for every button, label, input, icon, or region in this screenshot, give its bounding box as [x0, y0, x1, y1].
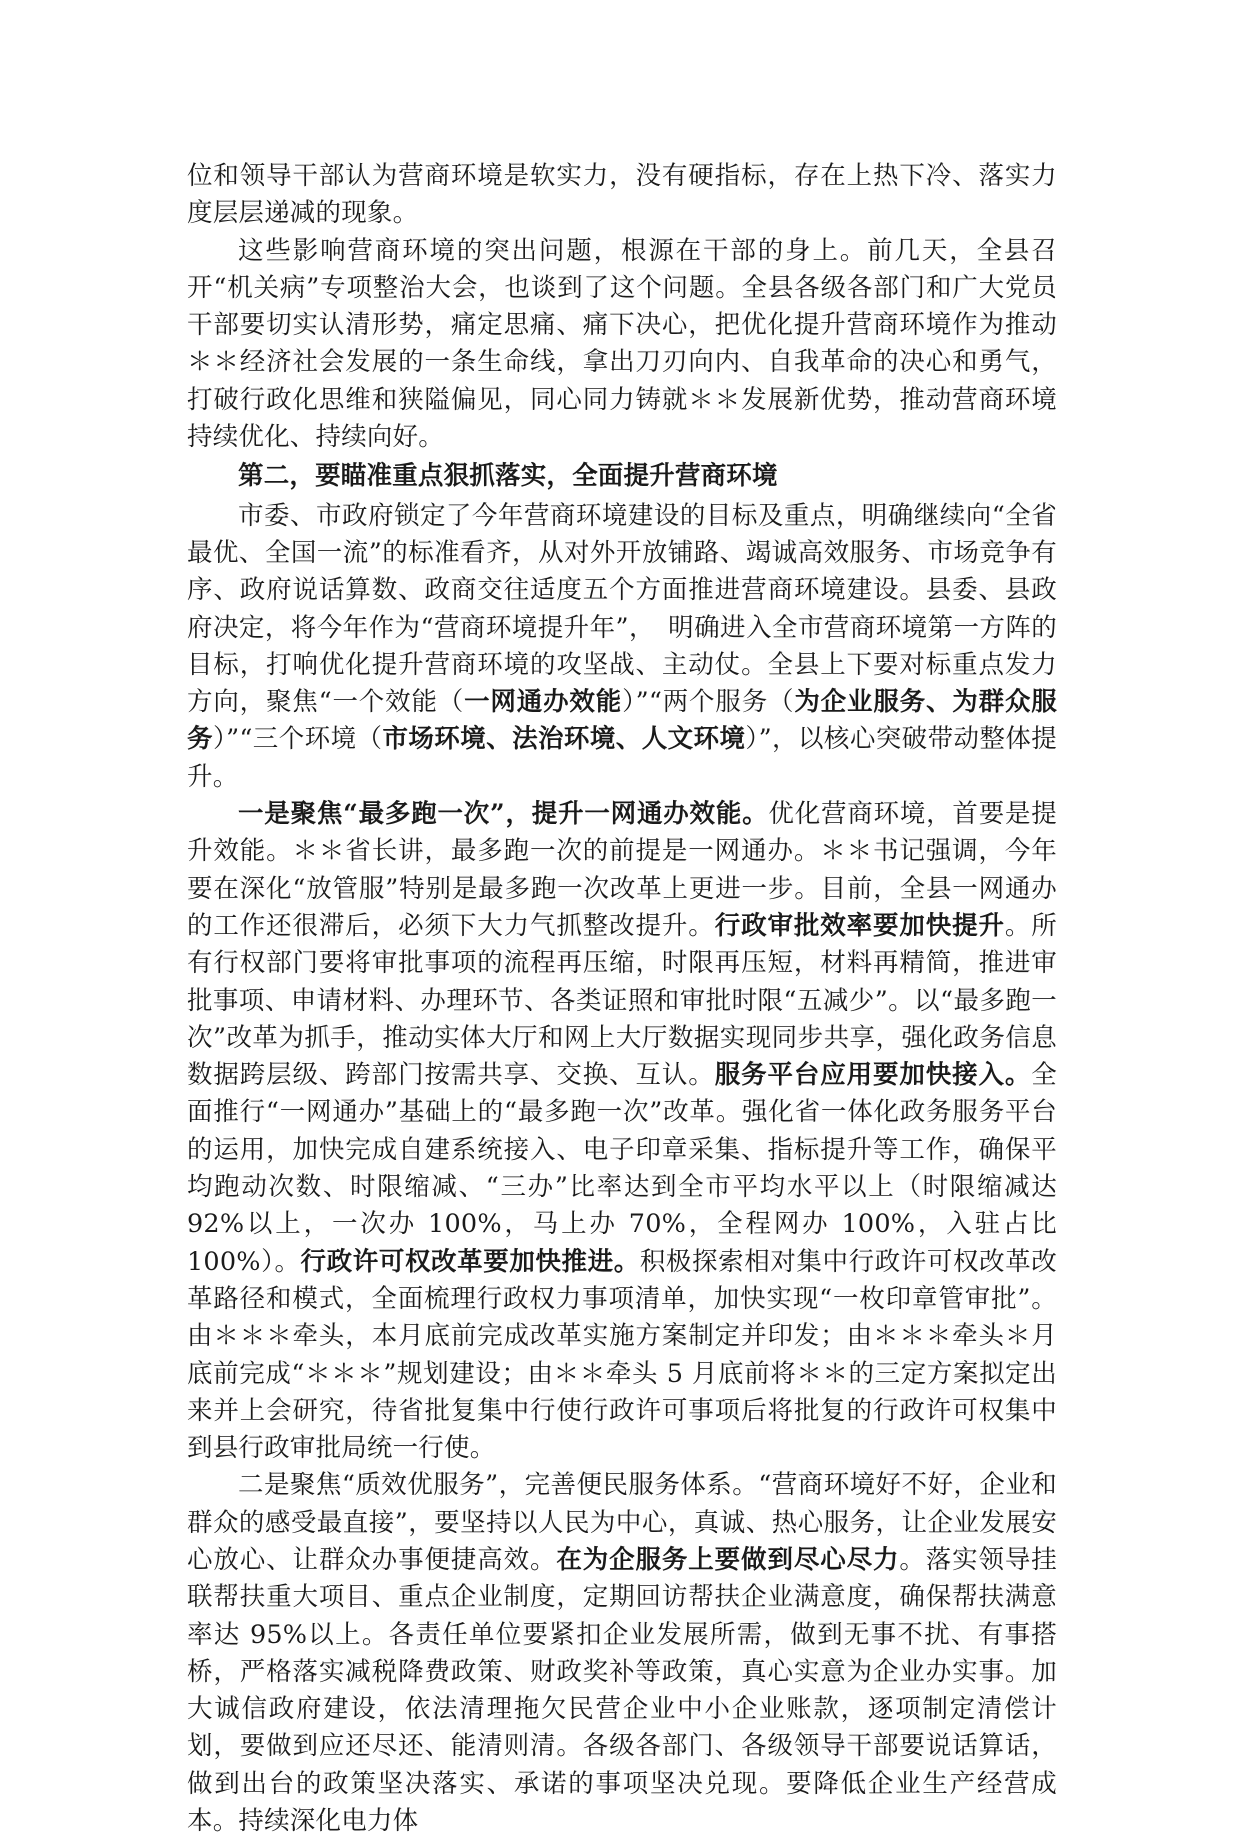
- text-run: 位和领导干部认为营商环境是软实力，没有硬指标，存在上热下冷、落实力度层层递减的现象。: [187, 161, 1057, 229]
- bold-text-run: 行政审批效率要加快提升: [714, 910, 1005, 941]
- text-run: 市委、市政府锁定了今年营商环境建设的目标及重点，明确继续向“全省最优、全国一流”的标准看齐，从对外开放铺路、竭诚高效服务、市场竞争有序、政府说话算数、政商交往适度五个方面推进营商环境建设。县委、县政府决定，将今年作为“营商环境提升年”， 明确进入全市营商环境第一方阵的目标，打响优化提升营商环境的攻坚战、主动仗。全县上下要对标重点发力方向，聚焦“一个效能（: [187, 500, 1057, 718]
- bold-text-run: 在为企服务上要做到尽心尽力: [556, 1544, 900, 1575]
- paragraph-3: [187, 498, 1057, 796]
- paragraph-5: [187, 1467, 1057, 1840]
- paragraph-4: [187, 796, 1057, 1467]
- bold-text-run: 为企业服务、为群众服务: [187, 687, 1057, 755]
- text-run: 这些影响营商环境的突出问题，根源在干部的身上。前几天，全县召开“机关病”专项整治大会，也谈到了这个问题。全县各级各部门和广大党员干部要切实认清形势，痛定思痛、痛下决心，把优化提升营商环境作为推动＊＊经济社会发展的一条生命线，拿出刀刃向内、自我革命的决心和勇气，打破行政化思维和狭隘偏见，同心同力铸就＊＊发展新优势，推动营商环境持续优化、持续向好。: [187, 235, 1057, 453]
- text-run: 。落实领导挂联帮扶重大项目、重点企业制度，定期回访帮扶企业满意度，确保帮扶满意率达 95%以上。各责任单位要紧扣企业发展所需，做到无事不扰、有事搭桥，严格落实减税降费政策、财政奖补等政策，真心实意为企业办实事。加大诚信政府建设，依法清理拖欠民营企业中小企业账款，逐项制定清偿计划，要做到应还尽还、能清则清。各级各部门、各级领导干部要说话算话，做到出台的政策坚决落实、承诺的事项坚决兑现。要降低企业生产经营成本。持续深化电力体: [187, 1544, 1057, 1837]
- bold-text-run: 一网通办效能: [464, 687, 623, 718]
- section-heading: [187, 458, 1057, 495]
- text-run: ）”，以核心突破带动整体提升。: [187, 724, 1057, 792]
- text-run: 优化营商环境，首要是提升效能。＊＊省长讲，最多跑一次的前提是一网通办。＊＊书记强调，今年要在深化“放管服”特别是最多跑一次改革上更进一步。目前，全县一网通办的工作还很滞后，必须下大力气抓整改提升。: [187, 799, 1057, 941]
- heading-text: 第二，要瞄准重点狠抓落实，全面提升营商环境: [238, 461, 778, 492]
- text-run: ）”“三个环境（: [212, 724, 383, 755]
- bold-text-run: 一是聚焦“最多跑一次”，提升一网通办效能。: [238, 799, 769, 830]
- paragraph-1: [187, 158, 1057, 233]
- text-run: 二是聚焦“质效优服务”，完善便民服务体系。“营商环境好不好，企业和群众的感受最直接”，要坚持以人民为中心，真诚、热心服务，让企业发展安心放心、让群众办事便捷高效。: [187, 1470, 1057, 1575]
- text-run: ）”“两个服务（: [622, 687, 795, 718]
- text-run: 积极探索相对集中行政许可权改革改革路径和模式，全面梳理行政权力事项清单，加快实现“一枚印章管审批”。由＊＊＊牵头，本月底前完成改革实施方案制定并印发；由＊＊＊牵头＊月底前完成“＊＊＊”规划建设；由＊＊牵头 5 月底前将＊＊的三定方案拟定出来并上会研究，待省批复集中行使行政许可事项后将批复的行政许可权集中到县行政审批局统一行使。: [187, 1246, 1057, 1464]
- document-page: [187, 158, 1057, 1840]
- bold-text-run: 服务平台应用要加快接入。: [714, 1060, 1032, 1091]
- paragraph-2: [187, 233, 1057, 457]
- bold-text-run: 行政许可权改革要加快推进。: [300, 1246, 640, 1277]
- text-run: 全面推行“一网通办”基础上的“最多跑一次”改革。强化省一体化政务服务平台的运用，加快完成自建系统接入、电子印章采集、指标提升等工作，确保平均跑动次数、时限缩减、“三办”比率达到全市平均水平以上（时限缩减达 92%以上，一次办 100%，马上办 70%，全程网办 100%，入驻占比 100%）。: [187, 1060, 1057, 1277]
- bold-text-run: 市场环境、法治环境、人文环境: [382, 724, 746, 755]
- text-run: 。所有行权部门要将审批事项的流程再压缩，时限再压短，材料再精简，推进审批事项、申请材料、办理环节、各类证照和审批时限“五减少”。以“最多跑一次”改革为抓手，推动实体大厅和网上大厅数据实现同步共享，强化政务信息数据跨层级、跨部门按需共享、交换、互认。: [187, 910, 1058, 1091]
